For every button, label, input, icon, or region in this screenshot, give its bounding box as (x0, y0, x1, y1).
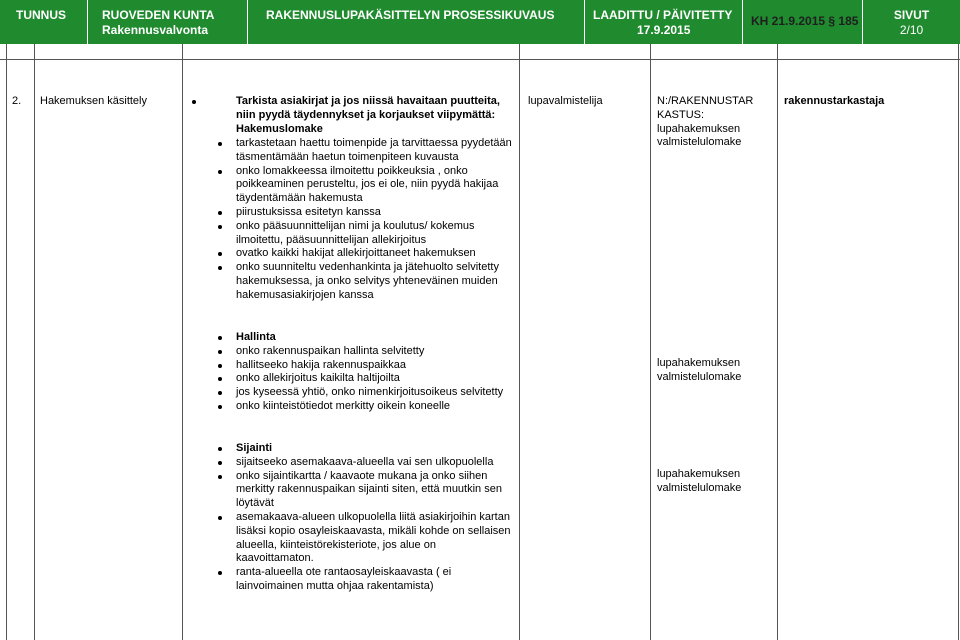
step-number: 2. (12, 95, 22, 107)
document-reference-1: N:/RAKENNUSTAR KASTUS: lupahakemuksen valmistelulomake (657, 95, 754, 149)
header-tunnus: TUNNUS (16, 8, 66, 22)
header-updated-label: LAADITTU / PÄIVITETTY (593, 8, 733, 22)
list-item: onko kiinteistötiedot merkitty oikein koneelle (236, 400, 516, 414)
list-item: onko suunniteltu vedenhankinta ja jätehuolto selvitetty hakemuksessa, ja onko selvitys yhteneväinen muiden hakemusasiakirjojen kanssa (236, 261, 516, 302)
header-pages-cell (863, 0, 960, 44)
bullet-icon (192, 100, 196, 104)
list-item: onko lomakkeessa ilmoitettu poikkeuksia , onko poikkeaminen perusteltu, jos ei ole, niin pyydä hakijaa täydentämään hakemusta (236, 165, 516, 206)
document-header (0, 0, 960, 44)
column-divider (777, 44, 778, 640)
list-item: onko rakennuspaikan hallinta selvitetty (236, 345, 516, 359)
header-organization-cell (88, 0, 248, 44)
list-item: onko allekirjoitus kaikilta haltijoilta (236, 372, 516, 386)
column-divider (519, 44, 520, 640)
sijainti-list (236, 442, 516, 594)
list-item: asemakaava-alueen ulkopuolella liitä asiakirjoihin kartan lisäksi kopio osayleiskaavasta, mikäli kohde on sellaisen alueella, kiinteistörekisteriote, jos alue on kaavoittamaton. (236, 511, 516, 566)
header-tunnus-cell (0, 0, 88, 44)
header-pages-label: SIVUT (893, 8, 930, 22)
step-phase: Hakemuksen käsittely (40, 95, 147, 107)
list-item: jos kyseessä yhtiö, onko nimenkirjoitusoikeus selvitetty (236, 386, 516, 400)
list-item: hallitseeko hakija rakennuspaikkaa (236, 359, 516, 373)
list-item: sijaitseeko asemakaava-alueella vai sen ulkopuolella (236, 456, 516, 470)
list-item: ranta-alueella ote rantaosayleiskaavasta ( ei lainvoimainen mutta ohjaa rakentamista) (236, 566, 516, 594)
document-reference-3: lupahakemuksen valmistelulomake (657, 468, 742, 494)
list-item: onko sijaintikartta / kaavaote mukana ja onko siihen merkitty rakennuspaikan sijainti siten, että muutkin sen löytävät (236, 470, 516, 511)
section-title-sijainti: Sijainti (236, 442, 516, 456)
hallinta-list (236, 331, 516, 414)
header-updated-cell (585, 0, 743, 44)
header-updated-date: 17.9.2015 (637, 23, 691, 37)
header-pages-value: 2/10 (899, 23, 924, 37)
responsible-role: lupavalmistelija (528, 95, 603, 107)
document-reference-2: lupahakemuksen valmistelulomake (657, 357, 742, 383)
section-title-hallinta: Hallinta (236, 331, 516, 345)
approver-role: rakennustarkastaja (784, 95, 885, 107)
column-divider (958, 44, 959, 640)
column-divider (182, 44, 183, 640)
header-kh-cell (743, 0, 863, 44)
column-divider (650, 44, 651, 640)
list-item: piirustuksissa esitetyn kanssa (236, 206, 516, 220)
list-item: tarkastetaan haettu toimenpide ja tarvittaessa pyydetään täsmentämään haetun toimenpiteen kuvausta (236, 137, 516, 165)
list-item: ovatko kaikki hakijat allekirjoittaneet hakemuksen (236, 247, 516, 261)
hakemuslomake-list (236, 137, 516, 303)
header-process-title: RAKENNUSLUPAKÄSITTELYN PROSESSIKUVAUS (266, 8, 555, 22)
header-process-cell (248, 0, 585, 44)
column-divider (6, 44, 7, 640)
table-row-divider (0, 59, 960, 60)
header-department: Rakennusvalvonta (102, 23, 209, 37)
header-organization: RUOVEDEN KUNTA (102, 8, 215, 22)
header-kh-reference: KH 21.9.2015 § 185 (751, 14, 859, 28)
section-title-hakemuslomake: Hakemuslomake (236, 123, 323, 135)
list-item: onko pääsuunnittelijan nimi ja koulutus/ kokemus ilmoitettu, pääsuunnittelijan allekirjoitus (236, 220, 516, 248)
column-divider (34, 44, 35, 640)
instructions-intro: Tarkista asiakirjat ja jos niissä havaitaan puutteita, niin pyydä täydennykset ja korjaukset viipymättä: (236, 95, 500, 121)
